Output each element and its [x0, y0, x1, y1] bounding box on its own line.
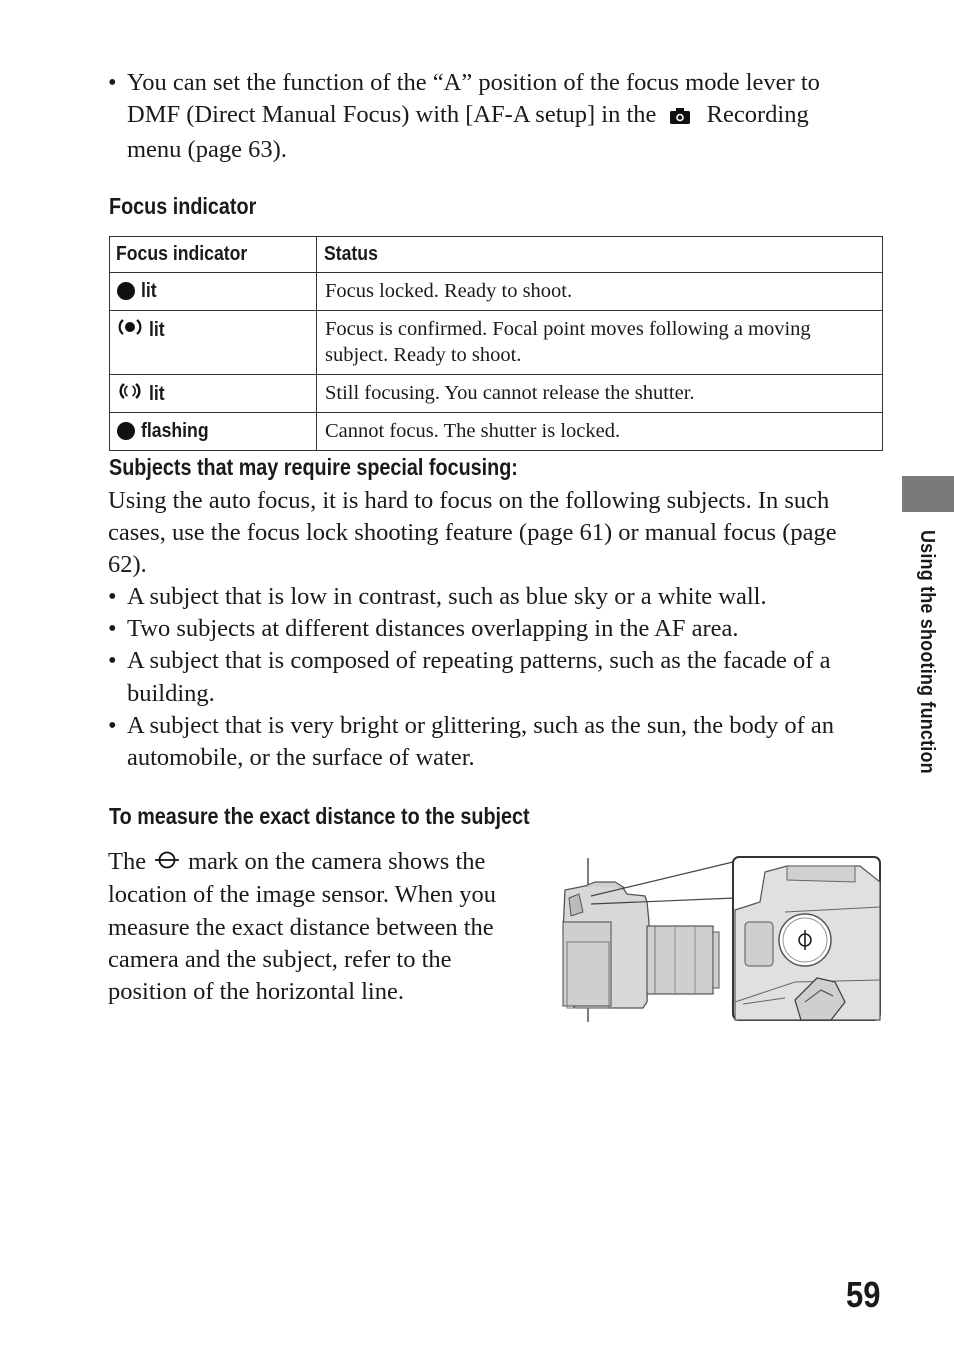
status-cell: Focus is confirmed. Focal point moves following a moving subject. Ready to shoot.	[317, 311, 883, 375]
list-item: • A subject that is low in contrast, such as blue sky or a white wall.	[108, 583, 767, 610]
intro-bullet-list	[108, 67, 868, 167]
status-cell: Focus locked. Ready to shoot.	[317, 273, 883, 311]
table-header-row	[110, 237, 883, 273]
special-focusing-intro: Using the auto focus, it is hard to focus on the following subjects. In such cases, use the focus lock shooting feature (page 61) or manual focus (page 62).	[108, 487, 837, 579]
solid-dot-icon	[117, 282, 135, 300]
intro-text-before: You can set the function of the “A” position of the focus mode lever to DMF (Direct Manual Focus) with [AF-A setup] in the	[127, 69, 820, 129]
special-focusing-heading: Subjects that may require special focusing:	[109, 454, 518, 480]
measure-heading: To measure the exact distance to the subject	[109, 803, 530, 829]
table-row	[110, 375, 883, 413]
camera-icon	[669, 102, 691, 134]
column-header-indicator: Focus indicator	[110, 237, 317, 273]
list-item: • Two subjects at different distances overlapping in the AF area.	[108, 615, 739, 643]
status-cell: Still focusing. You cannot release the shutter.	[317, 375, 883, 413]
indicator-cell	[110, 413, 317, 451]
indicator-cell	[110, 375, 317, 413]
table-row	[110, 413, 883, 451]
page-number: 59	[846, 1274, 881, 1315]
side-tab-marker	[902, 476, 954, 512]
arcs-icon	[117, 381, 143, 406]
indicator-cell	[110, 311, 317, 375]
status-cell: Cannot focus. The shutter is locked.	[317, 413, 883, 451]
intro-text-after: Recording menu (page 63).	[127, 101, 809, 164]
table-row	[110, 273, 883, 311]
indicator-state: lit	[149, 381, 165, 405]
list-item: • A subject that is composed of repeating patterns, such as the facade of a building.	[108, 647, 831, 707]
table-row	[110, 311, 883, 375]
intro-bullet: • You can set the function of the “A” position of the focus mode lever to DMF (Direct Manual Focus) with [AF-A setup] in the Recording menu (page 63).	[108, 69, 820, 164]
indicator-state: flashing	[141, 419, 209, 442]
camera-sensor-illustration	[555, 852, 885, 1024]
image-sensor-mark-icon	[154, 847, 180, 879]
solid-dot-icon	[117, 422, 135, 440]
indicator-state: lit	[141, 279, 157, 302]
side-tab-label: Using the shooting function	[916, 530, 938, 774]
dot-with-arcs-icon	[117, 317, 143, 342]
focus-indicator-heading: Focus indicator	[109, 193, 257, 219]
column-header-status: Status	[317, 237, 883, 273]
focus-indicator-table	[109, 236, 883, 451]
list-item: • A subject that is very bright or glittering, such as the sun, the body of an automobile, or the surface of water.	[108, 711, 834, 772]
special-focusing-list	[108, 581, 878, 774]
indicator-cell	[110, 273, 317, 311]
measure-paragraph: The mark on the camera shows the location of the image sensor. When you measure the exact distance between the camera and the subject, refer to the position of the horizontal line.	[108, 848, 497, 1006]
indicator-state: lit	[149, 317, 165, 341]
